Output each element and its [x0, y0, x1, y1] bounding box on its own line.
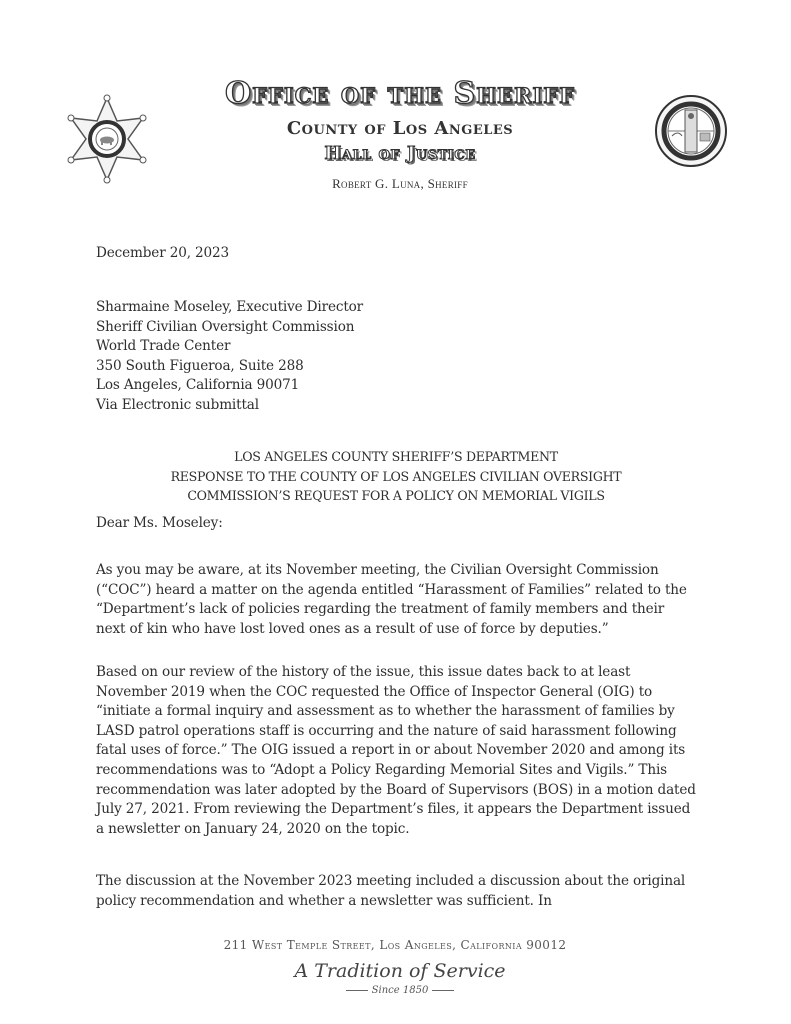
office-title: Office of the Sheriff	[224, 76, 576, 111]
footer-since	[300, 985, 500, 996]
recipient-address	[96, 298, 363, 416]
county-seal-icon	[654, 94, 728, 168]
subject-line: COMMISSION’S REQUEST FOR A POLICY ON MEMORIAL VIGILS	[187, 488, 605, 503]
recipient-line: World Trade Center	[96, 338, 231, 355]
recipient-line: Sharmaine Moseley, Executive Director	[96, 299, 364, 315]
salutation: Dear Ms. Moseley:	[96, 515, 223, 531]
subject-heading	[96, 447, 696, 506]
recipient-line: Via Electronic submittal	[96, 396, 259, 413]
sheriff-name: Robert G. Luna, Sheriff	[332, 176, 468, 191]
decorative-dash	[346, 990, 368, 991]
paragraph: As you may be aware, at its November meeting, the Civilian Oversight Commission (“COC”) heard a matter on the agenda entitled “Harassment of Families” related to the “Department’s lack of policies regarding the treatment of family members and their next of kin who have lost loved ones as a result of use of force by deputies.”	[96, 562, 687, 637]
paragraph: Based on our review of the history of the issue, this issue dates back to at least November 2019 when the COC requested the Office of Inspector General (OIG) to “initiate a formal inquiry and assessment as to whether the harassment of families by LASD patrol operations staff is occurring and the nature of said harassment following fatal uses of force.” The OIG issued a report in or about November 2020 and among its recommendations was to “Adopt a Policy Regarding Memorial Sites and Vigils.” This recommendation was later adopted by the Board of Supervisors (BOS) in a motion dated July 27, 2021. From reviewing the Department’s files, it appears the Department issued a newsletter on January 24, 2020 on the topic.	[96, 664, 696, 837]
since-text: Since 1850	[371, 985, 429, 996]
letter-date: December 20, 2023	[96, 245, 230, 261]
county-title: County of Los Angeles	[286, 118, 514, 139]
subject-line: LOS ANGELES COUNTY SHERIFF’S DEPARTMENT	[234, 449, 558, 464]
recipient-line: Sheriff Civilian Oversight Commission	[96, 318, 355, 335]
decorative-dash	[432, 990, 454, 991]
paragraph: The discussion at the November 2023 meeting included a discussion about the original policy recommendation and whether a newsletter was sufficient. In	[96, 873, 686, 909]
hall-of-justice-title: Hall of Justice	[324, 143, 476, 164]
footer-address: 211 West Temple Street, Los Angeles, California 90012	[223, 938, 567, 952]
footer-motto: A Tradition of Service	[294, 960, 506, 982]
recipient-line: Los Angeles, California 90071	[96, 377, 300, 394]
sheriff-star-badge-icon	[66, 94, 148, 184]
subject-line: RESPONSE TO THE COUNTY OF LOS ANGELES CIVILIAN OVERSIGHT	[170, 468, 622, 484]
recipient-line: 350 South Figueroa, Suite 288	[96, 357, 304, 374]
